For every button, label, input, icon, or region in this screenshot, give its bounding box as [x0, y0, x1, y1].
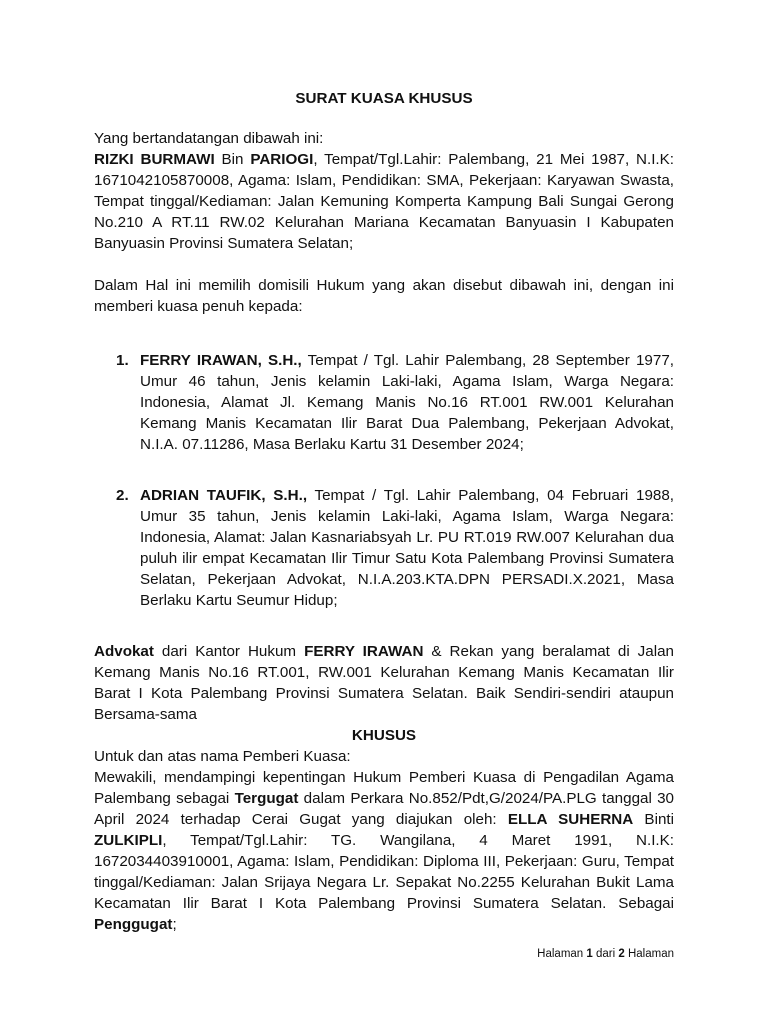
grantor-bin: Bin	[214, 151, 251, 168]
grantor-details: , Tempat/Tgl.Lahir: Palembang, 21 Mei 1987, N.I.K: 1671042105870008, Agama: Islam, Pendidikan: SMA, Pekerjaan: Karyawan Swasta, Tempat tinggal/Kediaman: Jalan Kemuning Komperta Kampung Bali Sungai Gerong No.210 A RT.11 RW.02 Kelurahan Mariana Kecamatan Banyuasin I Kabupaten Banyuasin Provinsi Sumatera Selatan;	[94, 151, 674, 252]
representation-end: ;	[172, 916, 177, 933]
attorney-details: Tempat / Tgl. Lahir Palembang, 28 September 1977, Umur 46 tahun, Jenis kelamin Laki-laki, Agama Islam, Warga Negara: Indonesia, Alamat Jl. Kemang Manis No.16 RT.001 RW.001 Kelurahan Kemang Manis Kecamatan Ilir Barat Dua Palembang, Pekerjaan Advokat, N.I.A. 07.11286, Masa Berlaku Kartu 31 Desember 2024;	[140, 352, 674, 453]
representation-text: , Tempat/Tgl.Lahir: TG. Wangilana, 4 Maret 1991, N.I.K: 1672034403910001, Agama: Islam, Pendidikan: Diploma III, Pekerjaan: Guru, Tempat tinggal/Kediaman: Jalan Srijaya Negara Lr. Sepakat No.2255 Kelurahan Bukit Lama Kecamatan Ilir Barat I Kota Palembang Provinsi Sumatera Selatan. Sebagai	[94, 832, 674, 912]
penggugat-label: Penggugat	[94, 916, 173, 933]
attorney-name: FERRY IRAWAN, S.H.,	[140, 352, 302, 369]
plaintiff-father: ZULKIPLI	[94, 832, 163, 849]
footer-suffix: Halaman	[624, 948, 674, 960]
on-behalf-line: Untuk dan atas nama Pemberi Kuasa:	[94, 748, 351, 765]
firm-text: dari Kantor Hukum	[153, 643, 305, 660]
attorney-number: 1.	[116, 352, 129, 369]
attorney-number: 2.	[116, 487, 129, 504]
firm-text: & Rekan yang beralamat di Jalan Kemang Manis No.16 RT.001, RW.001 Kelurahan Kemang Manis Kecamatan Ilir Barat I Kota Palembang Provinsi Sumatera Selatan. Baik Sendiri-sendiri ataupun Bersama-sama	[94, 643, 674, 723]
page-footer	[537, 946, 674, 962]
representation-text: dalam Perkara No.852/Pdt,G/2024/PA.PLG tanggal 30 April 2024 terhadap Cerai Gugat yang diajukan oleh:	[94, 790, 674, 828]
footer-current-page: 1	[586, 948, 593, 960]
attorney-list	[94, 350, 674, 611]
firm-name: FERRY IRAWAN	[304, 643, 424, 660]
attorney-item	[94, 350, 674, 455]
footer-prefix: Halaman	[537, 948, 587, 960]
khusus-heading: KHUSUS	[351, 727, 417, 744]
grantor-paragraph	[94, 149, 674, 254]
document-title: SURAT KUASA KHUSUS	[295, 90, 473, 107]
footer-middle: dari	[592, 948, 619, 960]
footer-total-pages: 2	[618, 948, 625, 960]
domicile-paragraph: Dalam Hal ini memilih domisili Hukum yang akan disebut dibawah ini, dengan ini memberi kuasa penuh kepada:	[94, 277, 674, 315]
representation-paragraph	[94, 767, 674, 935]
intro-line: Yang bertandatangan dibawah ini:	[94, 130, 324, 147]
grantor-father: PARIOGI	[250, 151, 314, 168]
tergugat-label: Tergugat	[234, 790, 299, 807]
plaintiff-binti: Binti	[633, 811, 674, 828]
firm-paragraph	[94, 641, 674, 725]
grantor-name: RIZKI BURMAWI	[94, 151, 215, 168]
representation-text: Mewakili, mendampingi kepentingan Hukum Pemberi Kuasa di Pengadilan Agama Palembang sebagai	[94, 769, 674, 807]
plaintiff-name: ELLA SUHERNA	[507, 811, 634, 828]
attorney-details: Tempat / Tgl. Lahir Palembang, 04 Februari 1988, Umur 35 tahun, Jenis kelamin Laki-laki, Agama Islam, Warga Negara: Indonesia, Alamat: Jalan Kasnariabsyah Lr. PU RT.019 RW.007 Kelurahan dua puluh ilir empat Kecamatan Ilir Timur Satu Kota Palembang Provinsi Sumatera Selatan, Pekerjaan Advokat, N.I.A.203.KTA.DPN PERSADI.X.2021, Masa Berlaku Kartu Seumur Hidup;	[140, 487, 674, 609]
advokat-label: Advokat	[94, 643, 154, 660]
attorney-name: ADRIAN TAUFIK, S.H.,	[140, 487, 308, 504]
attorney-item	[94, 485, 674, 611]
